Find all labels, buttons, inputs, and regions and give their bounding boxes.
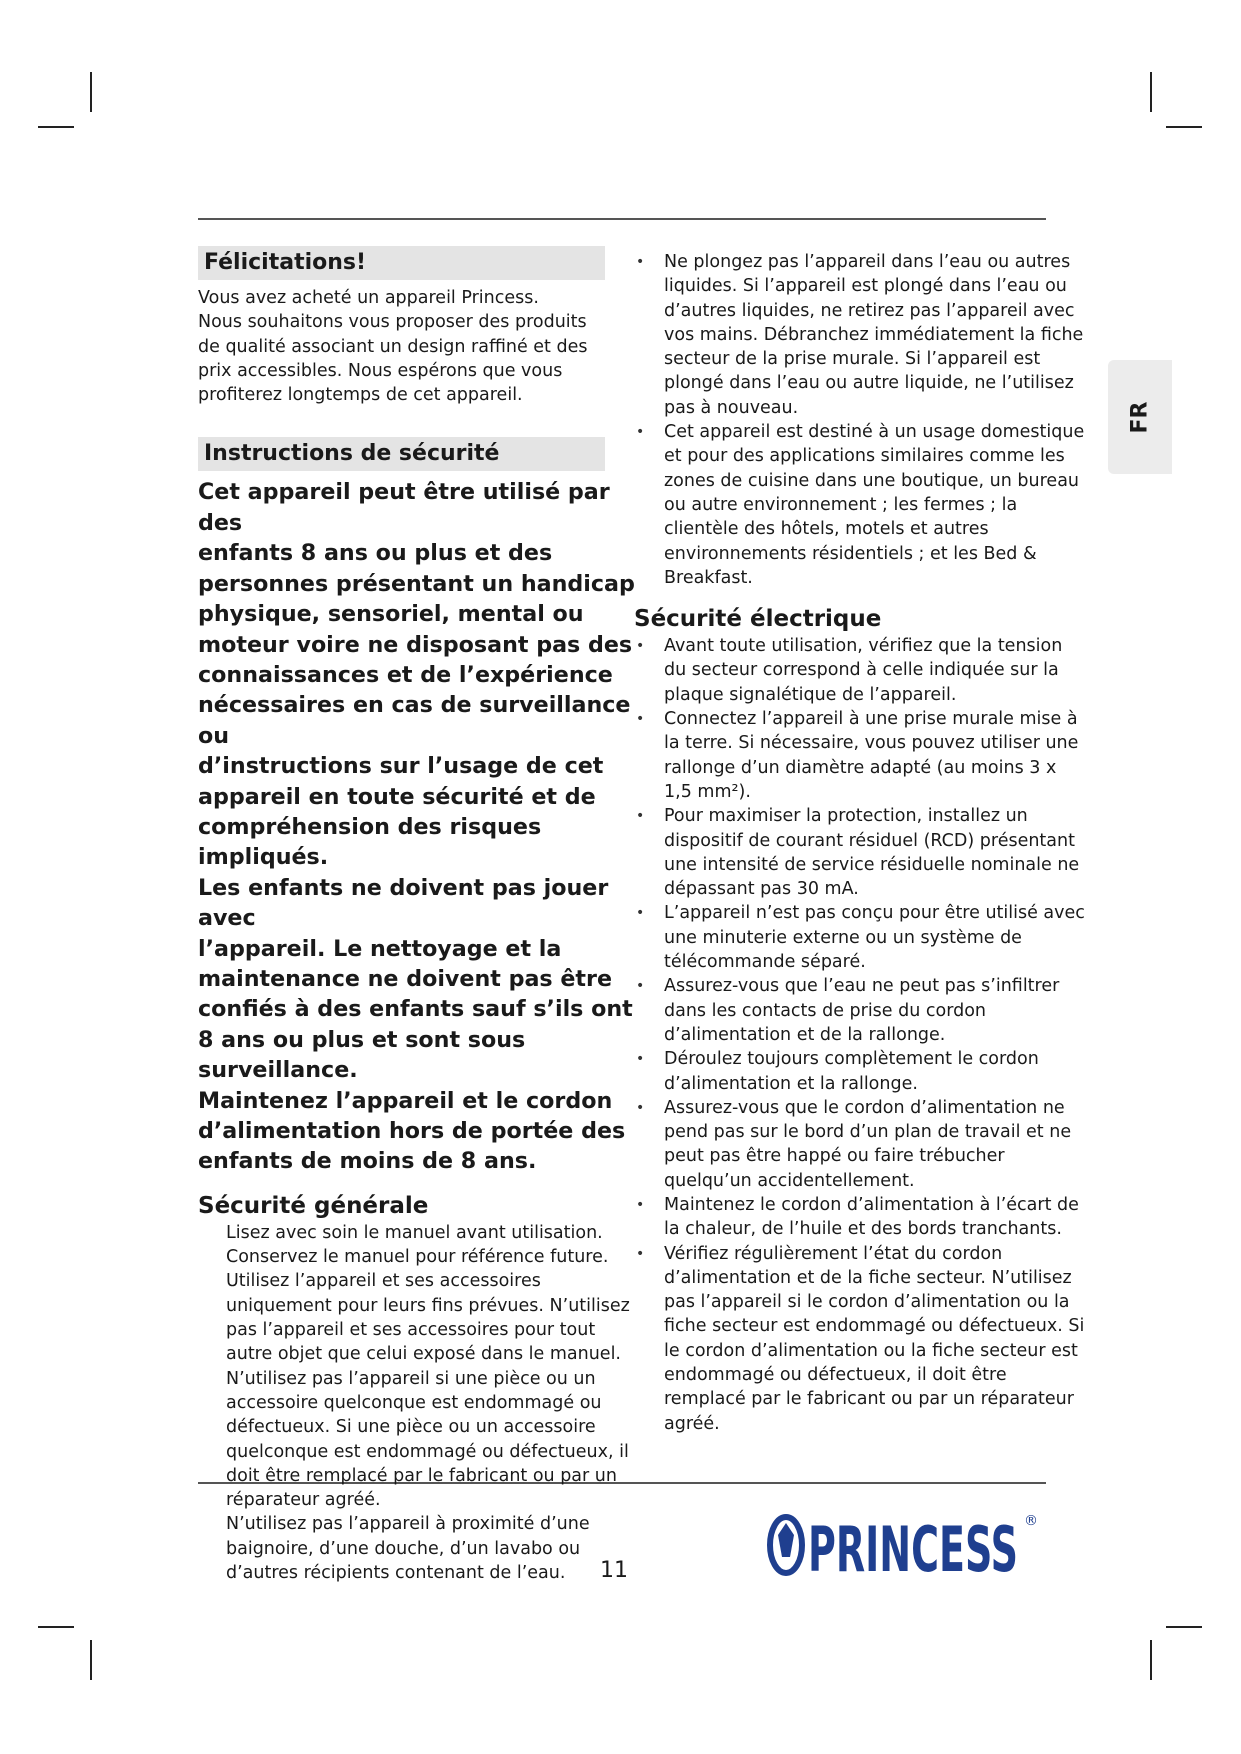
warning-line: Maintenez l’appareil et le cordon xyxy=(198,1087,613,1114)
crown-emblem-icon xyxy=(770,1517,802,1573)
list-item-text: N’utilisez pas l’appareil si une pièce ou un accessoire quelconque est endommagé ou défectueux. Si une pièce ou un accessoire quelconque est endommagé ou défectueux, il doit être remplacé par le fabricant ou par un réparateur agréé. xyxy=(226,1368,629,1511)
felicitations-text xyxy=(198,286,643,407)
bullet-icon: • xyxy=(636,638,645,655)
instructions-heading: Instructions de sécurité xyxy=(198,437,605,471)
bullet-icon: • xyxy=(636,1245,645,1262)
warning-line: appareil en toute sécurité et de xyxy=(198,783,596,810)
text-line: profiterez longtemps de cet appareil. xyxy=(198,385,523,406)
crop-mark xyxy=(1150,1640,1152,1680)
electrical-safety-list xyxy=(638,634,1088,1436)
crop-mark xyxy=(90,72,92,112)
bullet-icon: • xyxy=(636,905,645,922)
text-line: Nous souhaitons vous proposer des produits xyxy=(198,312,587,333)
text-line: prix accessibles. Nous espérons que vous xyxy=(198,360,563,381)
list-item xyxy=(638,707,1088,804)
list-item-text: Assurez-vous que l’eau ne peut pas s’infiltrer dans les contacts de prise du cordon d’alimentation et de la rallonge. xyxy=(664,976,1060,1045)
crop-mark xyxy=(90,1640,92,1680)
list-item-text: Utilisez l’appareil et ses accessoires uniquement pour leurs fins prévues. N’utilisez pas l’appareil et ses accessoires pour tout autre objet que celui exposé dans le manuel. xyxy=(226,1271,630,1365)
list-item xyxy=(226,1512,643,1585)
text-line: Vous avez acheté un appareil Princess. xyxy=(198,288,539,308)
crop-mark xyxy=(38,126,74,128)
language-tab xyxy=(1108,360,1172,474)
list-item xyxy=(638,420,1088,590)
list-item xyxy=(638,804,1088,901)
general-safety-list xyxy=(198,1221,643,1585)
warning-line: Les enfants ne doivent pas jouer avec xyxy=(198,874,609,932)
list-item xyxy=(226,1269,643,1366)
list-item-text: Cet appareil est destiné à un usage domestique et pour des applications similaires comme les zones de cuisine dans une boutique, un bureau ou autre environnement ; les fermes ; la clientèle des hôtels, motels et autres environnements résidentiels ; et les Bed & Breakfast. xyxy=(664,422,1085,588)
warning-line: enfants 8 ans ou plus et des xyxy=(198,540,553,567)
list-item xyxy=(638,250,1088,420)
list-item xyxy=(638,974,1088,1047)
electrical-safety-heading: Sécurité électrique xyxy=(634,606,882,633)
bullet-icon: • xyxy=(636,1196,645,1213)
list-item-text: Avant toute utilisation, vérifiez que la tension du secteur correspond à celle indiquée sur la plaque signalétique de l’appareil. xyxy=(664,636,1063,705)
text-line: de qualité associant un design raffiné et des xyxy=(198,336,588,357)
right-column xyxy=(634,250,1088,1436)
brand-wordmark: PRINCESS xyxy=(808,1513,1018,1585)
left-column xyxy=(198,246,643,1585)
bullet-icon: • xyxy=(636,978,645,995)
bullet-icon: • xyxy=(636,424,645,441)
warning-line: maintenance ne doivent pas être xyxy=(198,965,613,992)
crop-mark xyxy=(38,1626,74,1628)
bullet-icon: • xyxy=(636,711,645,728)
warning-line: compréhension des risques impliqués. xyxy=(198,813,542,871)
crop-mark xyxy=(1166,126,1202,128)
list-item xyxy=(638,1193,1088,1242)
warning-line: connaissances et de l’expérience xyxy=(198,661,613,688)
warning-line: moteur voire ne disposant pas des xyxy=(198,631,633,658)
list-item-text: Vérifiez régulièrement l’état du cordon d’alimentation et de la fiche secteur. N’utilisez pas l’appareil si le cordon d’alimentation ou la fiche secteur est endommagé ou défectueux. Si le cordon d’alimentation ou la fiche secteur est endommagé ou défectueux, il doit être remplacé par le fabricant ou par un réparateur agréé. xyxy=(664,1243,1085,1434)
list-item-text: Connectez l’appareil à une prise murale mise à la terre. Si nécessaire, vous pouvez utiliser une rallonge d’un diamètre adapté (au moins 3 x 1,5 mm²). xyxy=(664,709,1079,802)
felicitations-heading: Félicitations! xyxy=(198,246,605,280)
list-item-text: Ne plongez pas l’appareil dans l’eau ou autres liquides. Si l’appareil est plongé dans l’eau ou d’autres liquides, ne retirez pas l’appareil avec vos mains. Débranchez immédiatement la fiche secteur de la prise murale. Si l’appareil est plongé dans l’eau ou autre liquide, ne l’utilisez pas à nouveau. xyxy=(664,252,1084,418)
list-item-text: L’appareil n’est pas conçu pour être utilisé avec une minuterie externe ou un système de télécommande séparé. xyxy=(664,903,1085,973)
language-tab-label: FR xyxy=(1127,401,1153,433)
list-item-text: Lisez avec soin le manuel avant utilisation. Conservez le manuel pour référence future. xyxy=(226,1222,609,1268)
bullet-icon: • xyxy=(636,254,645,270)
bullet-icon: • xyxy=(636,808,645,825)
list-item xyxy=(226,1221,643,1270)
warning-line: d’alimentation hors de portée des xyxy=(198,1118,626,1145)
top-rule xyxy=(198,218,1046,220)
warning-line: Cet appareil peut être utilisé par des xyxy=(198,479,610,536)
princess-logo xyxy=(762,1505,1042,1585)
warning-line: l’appareil. Le nettoyage et la xyxy=(198,935,562,962)
list-item xyxy=(638,634,1088,707)
bullet-icon: • xyxy=(636,1051,645,1068)
child-safety-warning xyxy=(198,477,643,1176)
list-item-text: Assurez-vous que le cordon d’alimentation ne pend pas sur le bord d’un plan de travail et ne peut pas être happé ou faire trébucher quelqu’un accidentellement. xyxy=(664,1097,1072,1191)
water-safety-list xyxy=(638,250,1088,590)
list-item xyxy=(638,1242,1088,1436)
warning-line: personnes présentant un handicap xyxy=(198,570,635,597)
bullet-icon: • xyxy=(636,1099,645,1116)
crop-mark xyxy=(1150,72,1152,112)
crop-mark xyxy=(1166,1626,1202,1628)
page-number: 11 xyxy=(600,1558,628,1583)
general-safety-heading: Sécurité générale xyxy=(198,1192,429,1219)
list-item-text: Pour maximiser la protection, installez un dispositif de courant résiduel (RCD) présentant une intensité de service résiduelle nominale ne dépassant pas 30 mA. xyxy=(664,806,1080,900)
warning-line: physique, sensoriel, mental ou xyxy=(198,601,584,628)
list-item xyxy=(638,1096,1088,1193)
warning-line: 8 ans ou plus et sont sous surveillance. xyxy=(198,1026,526,1084)
warning-line: nécessaires en cas de surveillance ou xyxy=(198,692,631,749)
registered-mark: ® xyxy=(1024,1513,1038,1529)
list-item xyxy=(638,1047,1088,1096)
warning-line: d’instructions sur l’usage de cet xyxy=(198,753,604,780)
warning-line: confiés à des enfants sauf s’ils ont xyxy=(198,996,633,1023)
warning-line: enfants de moins de 8 ans. xyxy=(198,1148,537,1175)
list-item-text: Maintenez le cordon d’alimentation à l’écart de la chaleur, de l’huile et des bords tranchants. xyxy=(664,1194,1079,1240)
list-item-text: Déroulez toujours complètement le cordon d’alimentation et la rallonge. xyxy=(664,1049,1039,1094)
list-item-text: N’utilisez pas l’appareil à proximité d’une baignoire, d’une douche, d’un lavabo ou d’autres récipients contenant de l’eau. xyxy=(226,1514,590,1583)
list-item xyxy=(226,1367,643,1513)
list-item xyxy=(638,901,1088,974)
